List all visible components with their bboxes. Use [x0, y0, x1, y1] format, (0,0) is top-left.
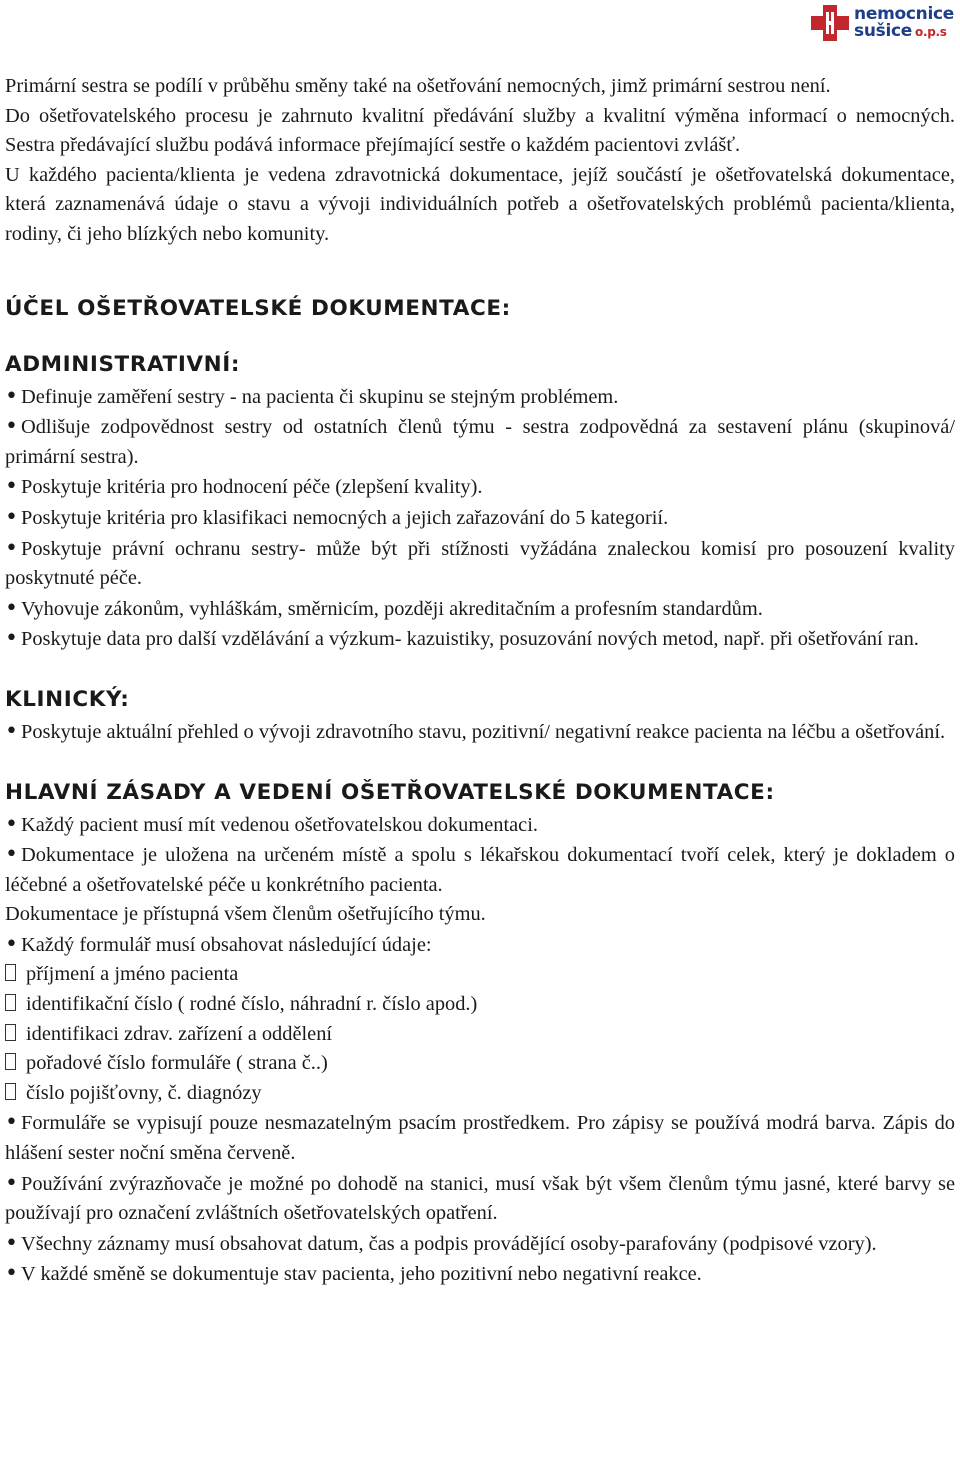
field-item: pořadové číslo formuláře ( strana č..)	[5, 1049, 955, 1079]
section-heading-clinical: KLINICKÝ:	[5, 686, 130, 712]
list-item: • Poskytuje kritéria pro klasifikaci nemocných a jejich zařazování do 5 kategorií.	[5, 503, 955, 534]
logo-wordmark	[854, 3, 954, 41]
list-item: • Vyhovuje zákonům, vyhláškám, směrnicím, později akreditačním a profesním standardům.	[5, 594, 955, 625]
logo-line2-text: sušice	[854, 20, 913, 41]
list-item: • Každý pacient musí mít vedenou ošetřovatelskou dokumentaci.	[5, 810, 955, 841]
logo-line1: nemocnice	[854, 3, 954, 24]
field-item: příjmení a jméno pacienta	[5, 960, 955, 990]
section-heading-administrative: ADMINISTRATIVNÍ:	[5, 351, 241, 377]
intro-paragraph-1: Primární sestra se podílí v průběhu směny také na ošetřování nemocných, jimž primární sestrou není.	[5, 75, 831, 97]
hospital-logo	[810, 4, 954, 42]
list-item: • Odlišuje zodpovědnost sestry od ostatních členů týmu - sestra zodpovědná za sestavení plánu (skupinová/ primární sestra).	[5, 412, 955, 472]
list-item: • V každé směně se dokumentuje stav pacienta, jeho pozitivní nebo negativní reakce.	[5, 1259, 955, 1290]
logo-line2	[854, 20, 954, 41]
list-item: • Poskytuje právní ochranu sestry- může být při stížnosti vyžádána znaleckou komisí pro posouzení kvality poskytnuté péče.	[5, 534, 955, 594]
list-item: • Formuláře se vypisují pouze nesmazatelným psacím prostředkem. Pro zápisy se používá modrá barva. Zápis do hlášení sester noční směna červeně.	[5, 1108, 955, 1168]
list-item: • Definuje zaměření sestry - na pacienta či skupinu se stejným problémem.	[5, 382, 955, 413]
list-item: • Každý formulář musí obsahovat následující údaje:	[5, 930, 955, 961]
list-item: • Používání zvýrazňovače je možné po dohodě na stanici, musí však být všem členům týmu jasné, které barvy se používají pro označení zvláštních ošetřovatelských opatření.	[5, 1169, 955, 1229]
field-item: identifikační číslo ( rodné číslo, náhradní r. číslo apod.)	[5, 990, 955, 1020]
list-item: • Poskytuje kritéria pro hodnocení péče (zlepšení kvality).	[5, 472, 955, 503]
logo-suffix: o.p.s	[915, 24, 947, 39]
principles-list	[5, 810, 955, 1291]
admin-list	[5, 382, 955, 655]
list-item: • Dokumentace je uložena na určeném místě a spolu s lékařskou dokumentací tvoří celek, který je dokladem o léčebné a ošetřovatelské péče u konkrétního pacienta.	[5, 840, 955, 900]
field-item: identifikaci zdrav. zařízení a oddělení	[5, 1020, 955, 1050]
clinical-list	[5, 717, 955, 748]
intro-paragraph-3: U každého pacienta/klienta je vedena zdravotnická dokumentace, jejíž součástí je ošetřovatelská dokumentace, která zaznamenává údaje o stavu a vývoji individuálních potřeb a ošetřovatelských problémů pacienta/klienta, rodiny, či jeho blízkých nebo komunity.	[5, 163, 955, 245]
list-item: • Všechny záznamy musí obsahovat datum, čas a podpis provádějící osoby-parafovány (podpisové vzory).	[5, 1229, 955, 1260]
list-item: • Poskytuje data pro další vzdělávání a výzkum- kazuistiky, posuzování nových metod, např. při ošetřování ran.	[5, 624, 955, 655]
section-heading-principles: HLAVNÍ ZÁSADY A VEDENÍ OŠETŘOVATELSKÉ DOKUMENTACE:	[5, 779, 775, 805]
plain-paragraph: Dokumentace je přístupná všem členům ošetřujícího týmu.	[5, 903, 486, 926]
hospital-cross-icon	[810, 4, 850, 42]
intro-paragraph-2: Do ošetřovatelského procesu je zahrnuto kvalitní předávání služby a kvalitní výměna informací o nemocných. Sestra předávající službu podává informace přejímající sestře o každém pacientovi zvlášť.	[5, 104, 955, 157]
section-heading-purpose: ÚČEL OŠETŘOVATELSKÉ DOKUMENTACE:	[5, 295, 511, 321]
document-body	[5, 72, 955, 1290]
list-item: • Poskytuje aktuální přehled o vývoji zdravotního stavu, pozitivní/ negativní reakce pacienta na léčbu a ošetřování.	[5, 717, 955, 748]
field-item: číslo pojišťovny, č. diagnózy	[5, 1079, 955, 1109]
